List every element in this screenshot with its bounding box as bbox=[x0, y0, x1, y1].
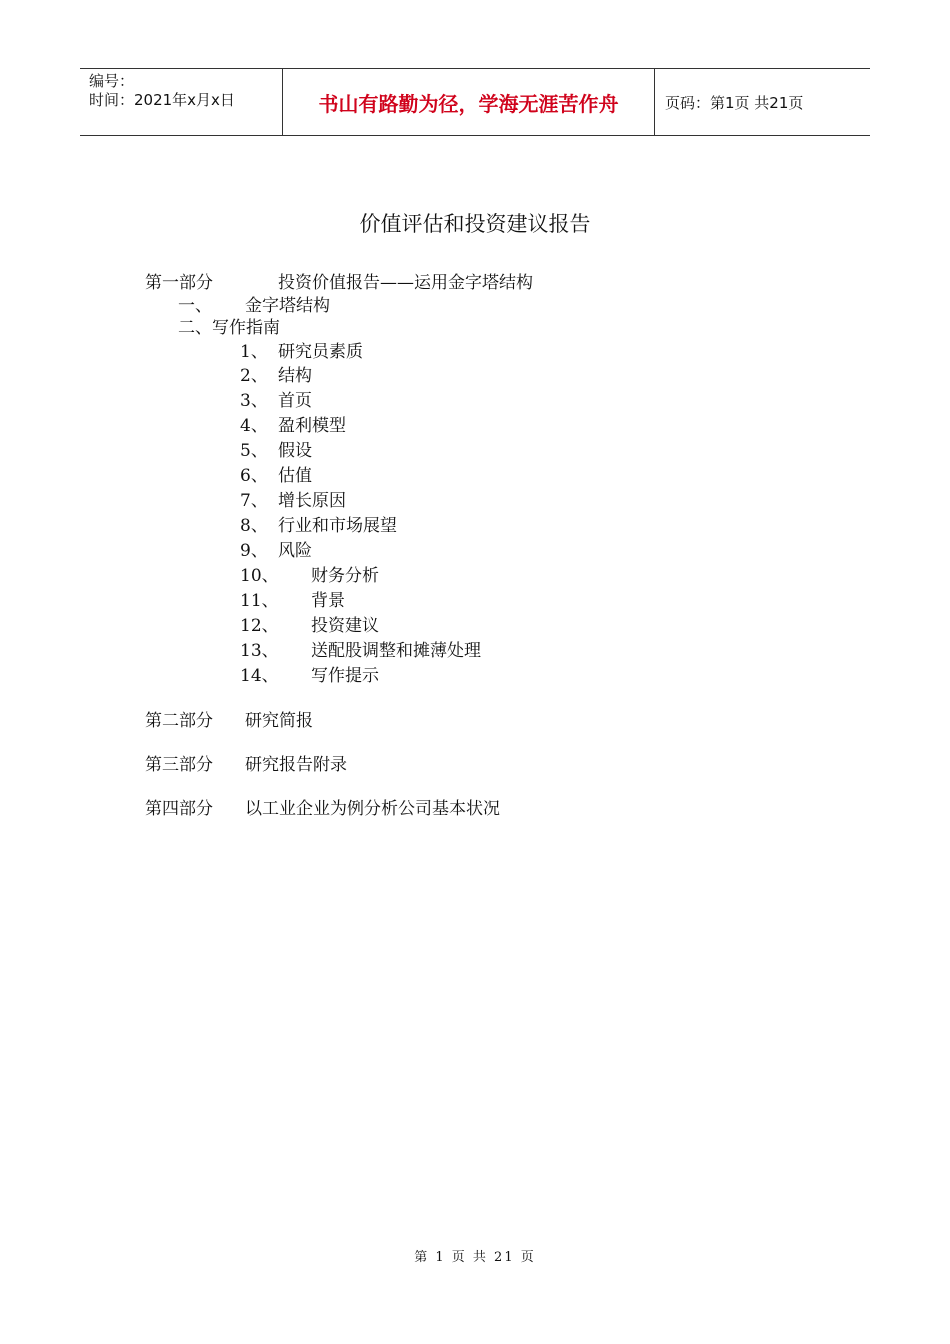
toc-section-num: 二、 bbox=[178, 318, 212, 338]
toc-section-text: 写作指南 bbox=[212, 318, 280, 338]
toc-item bbox=[240, 611, 379, 636]
toc-item-num: 6、 bbox=[240, 466, 268, 486]
doc-number-label: 编号： bbox=[89, 72, 135, 90]
toc-item-text: 研究员素质 bbox=[278, 342, 363, 362]
toc-section bbox=[178, 313, 280, 338]
toc-part-text: 研究报告附录 bbox=[245, 755, 347, 775]
toc-item bbox=[240, 436, 312, 461]
toc-part1 bbox=[145, 268, 533, 293]
toc-item-num: 1、 bbox=[240, 342, 268, 362]
toc-item-text: 写作提示 bbox=[311, 666, 379, 686]
document-title: 价值评估和投资建议报告 bbox=[359, 212, 591, 236]
toc-item-text: 首页 bbox=[278, 391, 312, 411]
toc-item-num: 7、 bbox=[240, 491, 268, 511]
toc-part-label: 第二部分 bbox=[145, 711, 213, 731]
toc-part-text: 以工业企业为例分析公司基本状况 bbox=[245, 799, 500, 819]
toc-item-text: 估值 bbox=[278, 466, 312, 486]
toc-item-text: 风险 bbox=[278, 541, 312, 561]
toc-item bbox=[240, 337, 363, 362]
toc-section-num: 一、 bbox=[178, 296, 212, 316]
toc-item bbox=[240, 386, 312, 411]
toc-item-text: 增长原因 bbox=[278, 491, 346, 511]
toc-part-label: 第一部分 bbox=[145, 273, 213, 293]
toc-item bbox=[240, 536, 312, 561]
toc-item bbox=[240, 411, 346, 436]
toc-item bbox=[240, 511, 397, 536]
toc-section-text: 金字塔结构 bbox=[245, 296, 330, 316]
page-footer: 第 1 页 共 21 页 bbox=[414, 1250, 536, 1265]
toc-item-num: 4、 bbox=[240, 416, 268, 436]
toc-item-text: 财务分析 bbox=[311, 566, 379, 586]
toc-part-text: 研究简报 bbox=[245, 711, 313, 731]
toc-item bbox=[240, 461, 312, 486]
toc-item-num: 12、 bbox=[240, 616, 279, 636]
toc-item bbox=[240, 661, 379, 686]
header-motto: 书山有路勤为径，学海无涯苦作舟 bbox=[282, 69, 655, 135]
doc-time-label: 时间：2021年x月x日 bbox=[89, 91, 235, 109]
toc-item-num: 14、 bbox=[240, 666, 279, 686]
toc-item-num: 10、 bbox=[240, 566, 279, 586]
toc-part-text: 投资价值报告——运用金字塔结构 bbox=[278, 273, 533, 293]
toc-part-label: 第三部分 bbox=[145, 755, 213, 775]
toc-item-text: 送配股调整和摊薄处理 bbox=[311, 641, 481, 661]
toc-part-label: 第四部分 bbox=[145, 799, 213, 819]
page-header bbox=[80, 68, 870, 136]
toc-part3 bbox=[145, 750, 347, 775]
toc-item-num: 11、 bbox=[240, 591, 279, 611]
toc-item bbox=[240, 486, 346, 511]
toc-item-num: 2、 bbox=[240, 366, 268, 386]
toc-item-num: 13、 bbox=[240, 641, 279, 661]
toc-item-text: 投资建议 bbox=[311, 616, 379, 636]
toc-item-num: 3、 bbox=[240, 391, 268, 411]
toc-item bbox=[240, 636, 481, 661]
toc-item-text: 结构 bbox=[278, 366, 312, 386]
toc-item-num: 9、 bbox=[240, 541, 268, 561]
toc-item-text: 背景 bbox=[311, 591, 345, 611]
toc-item-num: 5、 bbox=[240, 441, 268, 461]
toc-item bbox=[240, 561, 379, 586]
toc-item-text: 盈利模型 bbox=[278, 416, 346, 436]
header-meta bbox=[80, 69, 282, 135]
toc-item-text: 假设 bbox=[278, 441, 312, 461]
toc-item bbox=[240, 586, 345, 611]
toc-item-num: 8、 bbox=[240, 516, 268, 536]
toc-part2 bbox=[145, 706, 313, 731]
header-page-info: 页码：第1页 共21页 bbox=[665, 93, 804, 112]
toc-part4 bbox=[145, 794, 500, 819]
toc-item bbox=[240, 361, 312, 386]
toc-item-text: 行业和市场展望 bbox=[278, 516, 397, 536]
